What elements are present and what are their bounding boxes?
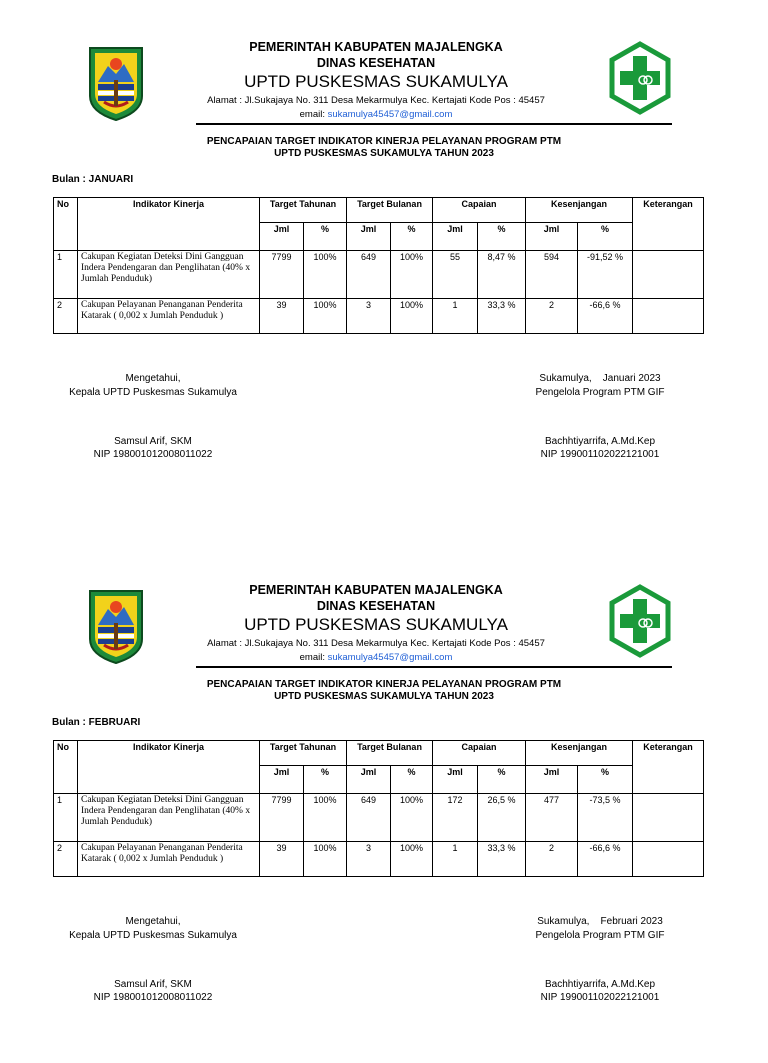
cell-target-bulanan-jml: 3 bbox=[347, 842, 391, 877]
cell-indikator: Cakupan Kegiatan Deteksi Dini Gangguan Indera Pendengaran dan Penglihatan (40% x Jumlah Penduduk) bbox=[78, 794, 260, 842]
header-line-3: UPTD PUSKESMAS SUKAMULYA bbox=[244, 615, 508, 634]
cell-capaian-pct: 8,47 % bbox=[478, 251, 526, 299]
cell-keterangan bbox=[633, 299, 704, 334]
puskesmas-cross-logo-icon bbox=[608, 40, 672, 118]
table-row bbox=[54, 794, 704, 842]
col-header-target-tahunan: Target Tahunan bbox=[260, 198, 347, 223]
cell-target-bulanan-jml: 649 bbox=[347, 794, 391, 842]
cell-target-bulanan-pct: 100% bbox=[391, 794, 433, 842]
sign-left-position: Kepala UPTD Puskesmas Sukamulya bbox=[69, 930, 237, 941]
sign-left-mengetahui: Mengetahui, bbox=[125, 916, 181, 927]
table-row bbox=[54, 251, 704, 299]
subheader-pct: % bbox=[578, 766, 633, 794]
cell-kesenjangan-pct: -91,52 % bbox=[578, 251, 633, 299]
subheader-pct: % bbox=[304, 223, 347, 251]
header-divider bbox=[196, 123, 672, 125]
cell-no: 2 bbox=[54, 299, 78, 334]
col-header-kesenjangan: Kesenjangan bbox=[526, 741, 633, 766]
cell-kesenjangan-jml: 594 bbox=[526, 251, 578, 299]
subheader-jml: Jml bbox=[347, 223, 391, 251]
header-address: Alamat : Jl.Sukajaya No. 311 Desa Mekarmulya Kec. Kertajati Kode Pos : 45457 bbox=[207, 95, 545, 106]
sign-left-name: Samsul Arif, SKM bbox=[114, 436, 192, 447]
header-line-1: PEMERINTAH KABUPATEN MAJALENGKA bbox=[249, 583, 503, 597]
table-row bbox=[54, 299, 704, 334]
cell-target-tahunan-pct: 100% bbox=[304, 842, 347, 877]
cell-target-tahunan-jml: 39 bbox=[260, 299, 304, 334]
cell-target-bulanan-pct: 100% bbox=[391, 251, 433, 299]
cell-target-tahunan-jml: 7799 bbox=[260, 794, 304, 842]
report-section bbox=[0, 543, 768, 1063]
subheader-pct: % bbox=[478, 766, 526, 794]
subheader-pct: % bbox=[391, 766, 433, 794]
report-title-line-1: PENCAPAIAN TARGET INDIKATOR KINERJA PELAYANAN PROGRAM PTM bbox=[206, 136, 562, 147]
cell-capaian-jml: 1 bbox=[433, 842, 478, 877]
header-address: Alamat : Jl.Sukajaya No. 311 Desa Mekarmulya Kec. Kertajati Kode Pos : 45457 bbox=[207, 638, 545, 649]
cell-kesenjangan-jml: 477 bbox=[526, 794, 578, 842]
report-title-line-2: UPTD PUSKESMAS SUKAMULYA TAHUN 2023 bbox=[274, 148, 494, 159]
cell-capaian-jml: 1 bbox=[433, 299, 478, 334]
cell-keterangan bbox=[633, 251, 704, 299]
sign-right-name: Bachhtiyarrifa, A.Md.Kep bbox=[544, 979, 656, 990]
sign-right-nip: NIP 199001102022121001 bbox=[540, 449, 660, 460]
col-header-capaian: Capaian bbox=[433, 741, 526, 766]
cell-kesenjangan-pct: -66,6 % bbox=[578, 842, 633, 877]
subheader-jml: Jml bbox=[260, 223, 304, 251]
cell-target-tahunan-pct: 100% bbox=[304, 794, 347, 842]
cell-keterangan bbox=[633, 842, 704, 877]
sign-right-place-date: Sukamulya, Februari 2023 bbox=[537, 916, 663, 927]
cell-target-tahunan-pct: 100% bbox=[304, 299, 347, 334]
cell-target-tahunan-jml: 39 bbox=[260, 842, 304, 877]
sign-left-nip: NIP 198001012008011022 bbox=[93, 449, 213, 460]
performance-table bbox=[53, 197, 704, 334]
cell-capaian-jml: 172 bbox=[433, 794, 478, 842]
col-header-keterangan: Keterangan bbox=[633, 741, 704, 794]
email-label: email: bbox=[299, 652, 328, 663]
cell-target-bulanan-pct: 100% bbox=[391, 842, 433, 877]
header-email-line bbox=[140, 109, 612, 120]
majalengka-regency-emblem-icon bbox=[86, 44, 146, 122]
header-line-1: PEMERINTAH KABUPATEN MAJALENGKA bbox=[249, 40, 503, 54]
subheader-pct: % bbox=[478, 223, 526, 251]
sign-right-nip: NIP 199001102022121001 bbox=[540, 992, 660, 1003]
cell-target-tahunan-jml: 7799 bbox=[260, 251, 304, 299]
subheader-jml: Jml bbox=[526, 223, 578, 251]
cell-kesenjangan-jml: 2 bbox=[526, 299, 578, 334]
table-header-row bbox=[54, 198, 704, 223]
col-header-target-bulanan: Target Bulanan bbox=[347, 198, 433, 223]
month-label: Bulan : JANUARI bbox=[52, 174, 134, 185]
cell-kesenjangan-pct: -66,6 % bbox=[578, 299, 633, 334]
subheader-jml: Jml bbox=[433, 766, 478, 794]
subheader-jml: Jml bbox=[347, 766, 391, 794]
month-label: Bulan : FEBRUARI bbox=[52, 717, 141, 728]
cell-no: 1 bbox=[54, 251, 78, 299]
cell-target-bulanan-pct: 100% bbox=[391, 299, 433, 334]
sign-right-name: Bachhtiyarrifa, A.Md.Kep bbox=[544, 436, 656, 447]
col-header-capaian: Capaian bbox=[433, 198, 526, 223]
cell-keterangan bbox=[633, 794, 704, 842]
col-header-indikator: Indikator Kinerja bbox=[78, 741, 260, 794]
report-title-line-1: PENCAPAIAN TARGET INDIKATOR KINERJA PELAYANAN PROGRAM PTM bbox=[206, 679, 562, 690]
cell-capaian-pct: 26,5 % bbox=[478, 794, 526, 842]
cell-target-tahunan-pct: 100% bbox=[304, 251, 347, 299]
cell-capaian-pct: 33,3 % bbox=[478, 299, 526, 334]
cell-no: 2 bbox=[54, 842, 78, 877]
cell-capaian-jml: 55 bbox=[433, 251, 478, 299]
subheader-pct: % bbox=[304, 766, 347, 794]
header-divider bbox=[196, 666, 672, 668]
subheader-jml: Jml bbox=[260, 766, 304, 794]
sign-right-position: Pengelola Program PTM GIF bbox=[535, 387, 665, 398]
cell-indikator: Cakupan Kegiatan Deteksi Dini Gangguan Indera Pendengaran dan Penglihatan (40% x Jumlah Penduduk) bbox=[78, 251, 260, 299]
cell-kesenjangan-jml: 2 bbox=[526, 842, 578, 877]
col-header-indikator: Indikator Kinerja bbox=[78, 198, 260, 251]
subheader-jml: Jml bbox=[433, 223, 478, 251]
cell-indikator: Cakupan Pelayanan Penanganan Penderita Katarak ( 0,002 x Jumlah Penduduk ) bbox=[78, 299, 260, 334]
col-header-keterangan: Keterangan bbox=[633, 198, 704, 251]
cell-no: 1 bbox=[54, 794, 78, 842]
email-label: email: bbox=[299, 109, 328, 120]
header-line-3: UPTD PUSKESMAS SUKAMULYA bbox=[244, 72, 508, 91]
cell-target-bulanan-jml: 649 bbox=[347, 251, 391, 299]
header-line-2: DINAS KESEHATAN bbox=[316, 599, 436, 613]
table-row bbox=[54, 842, 704, 877]
sign-left-mengetahui: Mengetahui, bbox=[125, 373, 181, 384]
table-header-row bbox=[54, 741, 704, 766]
email-link[interactable]: sukamulya45457@gmail.com bbox=[327, 109, 453, 120]
cell-capaian-pct: 33,3 % bbox=[478, 842, 526, 877]
cell-indikator: Cakupan Pelayanan Penanganan Penderita Katarak ( 0,002 x Jumlah Penduduk ) bbox=[78, 842, 260, 877]
col-header-kesenjangan: Kesenjangan bbox=[526, 198, 633, 223]
col-header-no: No bbox=[54, 198, 78, 251]
majalengka-regency-emblem-icon bbox=[86, 587, 146, 665]
header-line-2: DINAS KESEHATAN bbox=[316, 56, 436, 70]
cell-target-bulanan-jml: 3 bbox=[347, 299, 391, 334]
col-header-target-tahunan: Target Tahunan bbox=[260, 741, 347, 766]
sign-right-position: Pengelola Program PTM GIF bbox=[535, 930, 665, 941]
subheader-pct: % bbox=[578, 223, 633, 251]
email-link[interactable]: sukamulya45457@gmail.com bbox=[327, 652, 453, 663]
report-title-line-2: UPTD PUSKESMAS SUKAMULYA TAHUN 2023 bbox=[274, 691, 494, 702]
puskesmas-cross-logo-icon bbox=[608, 583, 672, 661]
col-header-no: No bbox=[54, 741, 78, 794]
sign-right-place-date: Sukamulya, Januari 2023 bbox=[539, 373, 661, 384]
sign-left-nip: NIP 198001012008011022 bbox=[93, 992, 213, 1003]
header-email-line bbox=[140, 652, 612, 663]
subheader-pct: % bbox=[391, 223, 433, 251]
sign-left-position: Kepala UPTD Puskesmas Sukamulya bbox=[69, 387, 237, 398]
performance-table bbox=[53, 740, 704, 877]
col-header-target-bulanan: Target Bulanan bbox=[347, 741, 433, 766]
cell-kesenjangan-pct: -73,5 % bbox=[578, 794, 633, 842]
sign-left-name: Samsul Arif, SKM bbox=[114, 979, 192, 990]
subheader-jml: Jml bbox=[526, 766, 578, 794]
report-section bbox=[0, 0, 768, 520]
